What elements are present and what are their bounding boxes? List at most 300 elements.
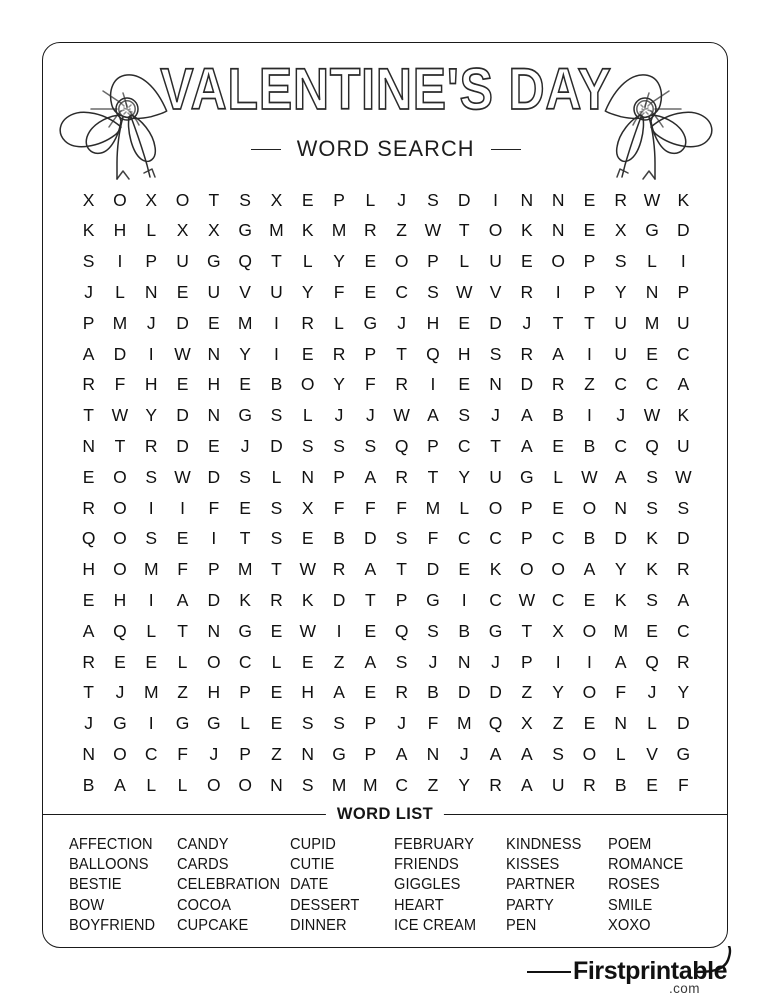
grid-cell[interactable]: K: [646, 528, 658, 549]
grid-cell[interactable]: S: [145, 528, 158, 549]
grid-cell[interactable]: D: [176, 436, 189, 457]
grid-cell[interactable]: S: [395, 528, 408, 549]
grid-cell[interactable]: N: [614, 713, 628, 734]
grid-cell[interactable]: I: [148, 343, 154, 364]
grid-cell[interactable]: A: [82, 343, 95, 364]
grid-cell[interactable]: W: [299, 620, 316, 641]
grid-cell[interactable]: L: [459, 497, 470, 518]
grid-cell[interactable]: D: [677, 713, 690, 734]
grid-cell[interactable]: S: [333, 436, 345, 457]
grid-cell[interactable]: J: [334, 405, 344, 426]
grid-cell[interactable]: K: [239, 590, 251, 610]
grid-cell[interactable]: J: [240, 436, 250, 457]
grid-cell[interactable]: W: [174, 466, 191, 487]
grid-cell[interactable]: G: [363, 312, 378, 333]
grid-cell[interactable]: O: [582, 497, 597, 518]
grid-cell[interactable]: Y: [458, 774, 471, 795]
grid-cell[interactable]: I: [148, 713, 154, 734]
grid-cell[interactable]: A: [614, 466, 627, 487]
grid-cell[interactable]: E: [458, 312, 471, 333]
grid-cell[interactable]: J: [397, 189, 407, 210]
grid-cell[interactable]: P: [583, 251, 596, 272]
grid-cell[interactable]: P: [239, 743, 251, 764]
grid-cell[interactable]: S: [364, 436, 377, 457]
grid-cell[interactable]: H: [113, 590, 127, 610]
grid-cell[interactable]: E: [207, 436, 220, 457]
grid-cell[interactable]: I: [587, 405, 592, 426]
grid-cell[interactable]: P: [145, 251, 158, 272]
grid-cell[interactable]: E: [239, 497, 251, 518]
grid-cell[interactable]: Y: [458, 466, 471, 487]
grid-cell[interactable]: C: [489, 590, 502, 610]
grid-cell[interactable]: D: [270, 436, 283, 457]
grid-cell[interactable]: G: [520, 466, 534, 487]
grid-cell[interactable]: A: [427, 405, 439, 426]
grid-cell[interactable]: L: [115, 282, 125, 303]
grid-cell[interactable]: S: [489, 343, 502, 364]
grid-cell[interactable]: B: [583, 528, 596, 549]
grid-cell[interactable]: E: [583, 220, 596, 241]
grid-cell[interactable]: P: [677, 282, 690, 303]
grid-cell[interactable]: E: [646, 620, 658, 641]
grid-cell[interactable]: M: [644, 312, 660, 333]
grid-cell[interactable]: N: [489, 374, 502, 395]
grid-cell[interactable]: U: [207, 282, 221, 303]
grid-cell[interactable]: C: [238, 651, 252, 672]
grid-cell[interactable]: H: [207, 682, 221, 703]
grid-cell[interactable]: U: [489, 466, 502, 487]
grid-cell[interactable]: C: [614, 436, 628, 457]
grid-cell[interactable]: A: [552, 343, 564, 364]
grid-cell[interactable]: X: [207, 220, 220, 241]
grid-cell[interactable]: A: [364, 651, 377, 672]
grid-cell[interactable]: L: [146, 620, 157, 641]
grid-cell[interactable]: P: [427, 251, 439, 272]
grid-cell[interactable]: Y: [239, 343, 251, 364]
grid-cell[interactable]: E: [270, 682, 283, 703]
grid-cell[interactable]: L: [240, 713, 250, 734]
grid-cell[interactable]: Z: [396, 220, 407, 241]
grid-cell[interactable]: R: [489, 774, 502, 795]
grid-cell[interactable]: V: [489, 282, 502, 303]
grid-cell[interactable]: R: [332, 559, 346, 580]
grid-cell[interactable]: A: [677, 590, 690, 610]
grid-cell[interactable]: P: [239, 682, 251, 703]
grid-cell[interactable]: W: [174, 343, 191, 364]
grid-cell[interactable]: W: [111, 405, 129, 426]
grid-cell[interactable]: H: [144, 374, 158, 395]
grid-cell[interactable]: F: [177, 743, 188, 764]
grid-cell[interactable]: L: [365, 189, 376, 210]
grid-cell[interactable]: S: [301, 774, 314, 795]
grid-cell[interactable]: G: [175, 713, 190, 734]
grid-cell[interactable]: A: [176, 590, 189, 610]
grid-cell[interactable]: F: [396, 497, 407, 518]
grid-cell[interactable]: L: [334, 312, 344, 333]
grid-cell[interactable]: O: [113, 743, 127, 764]
grid-cell[interactable]: T: [396, 343, 407, 364]
grid-cell[interactable]: S: [239, 466, 251, 487]
grid-cell[interactable]: J: [647, 682, 657, 703]
grid-cell[interactable]: T: [521, 620, 533, 641]
grid-cell[interactable]: B: [82, 774, 95, 795]
grid-cell[interactable]: F: [333, 282, 345, 303]
grid-cell[interactable]: I: [555, 282, 561, 303]
grid-cell[interactable]: G: [332, 743, 346, 764]
grid-cell[interactable]: Q: [645, 436, 659, 457]
grid-cell[interactable]: N: [520, 189, 534, 210]
grid-cell[interactable]: J: [365, 405, 375, 426]
grid-cell[interactable]: E: [82, 590, 95, 610]
grid-cell[interactable]: E: [176, 528, 189, 549]
grid-cell[interactable]: O: [113, 559, 127, 580]
grid-cell[interactable]: E: [646, 343, 658, 364]
grid-cell[interactable]: M: [331, 774, 347, 795]
grid-cell[interactable]: X: [145, 189, 158, 210]
grid-cell[interactable]: M: [613, 620, 629, 641]
letter-grid[interactable]: [73, 185, 699, 801]
grid-cell[interactable]: U: [614, 312, 628, 333]
grid-cell[interactable]: G: [426, 590, 440, 610]
grid-cell[interactable]: T: [584, 312, 595, 333]
grid-cell[interactable]: O: [300, 374, 315, 395]
grid-cell[interactable]: R: [520, 343, 534, 364]
grid-cell[interactable]: L: [177, 774, 188, 795]
grid-cell[interactable]: R: [332, 343, 346, 364]
grid-cell[interactable]: Z: [333, 651, 345, 672]
grid-cell[interactable]: W: [455, 282, 473, 303]
grid-cell[interactable]: T: [364, 590, 376, 610]
grid-cell[interactable]: O: [488, 497, 503, 518]
grid-cell[interactable]: T: [83, 682, 94, 703]
grid-cell[interactable]: R: [395, 466, 408, 487]
grid-cell[interactable]: P: [520, 528, 533, 549]
grid-cell[interactable]: N: [144, 282, 158, 303]
grid-cell[interactable]: P: [520, 651, 533, 672]
grid-cell[interactable]: H: [113, 220, 127, 241]
grid-cell[interactable]: J: [491, 651, 500, 672]
grid-cell[interactable]: K: [646, 559, 658, 580]
grid-cell[interactable]: N: [270, 774, 283, 795]
grid-cell[interactable]: Q: [81, 528, 96, 549]
grid-cell[interactable]: P: [364, 713, 377, 734]
grid-cell[interactable]: E: [552, 436, 564, 457]
grid-cell[interactable]: L: [647, 251, 657, 272]
grid-cell[interactable]: B: [458, 620, 471, 641]
grid-cell[interactable]: G: [676, 743, 691, 764]
grid-cell[interactable]: E: [364, 251, 377, 272]
grid-cell[interactable]: Q: [238, 251, 252, 272]
grid-cell[interactable]: F: [208, 497, 220, 518]
grid-cell[interactable]: V: [646, 743, 658, 764]
grid-cell[interactable]: R: [301, 312, 315, 333]
grid-cell[interactable]: H: [207, 374, 221, 395]
grid-cell[interactable]: H: [426, 312, 440, 333]
grid-cell[interactable]: F: [114, 374, 126, 395]
grid-cell[interactable]: D: [489, 312, 502, 333]
grid-cell[interactable]: E: [552, 497, 564, 518]
grid-cell[interactable]: O: [551, 559, 565, 580]
grid-cell[interactable]: E: [207, 312, 220, 333]
grid-cell[interactable]: K: [301, 590, 314, 610]
grid-cell[interactable]: E: [520, 251, 533, 272]
grid-cell[interactable]: D: [176, 405, 189, 426]
grid-cell[interactable]: I: [336, 620, 342, 641]
grid-cell[interactable]: P: [583, 282, 596, 303]
grid-cell[interactable]: R: [551, 374, 565, 395]
grid-cell[interactable]: Q: [426, 343, 440, 364]
grid-cell[interactable]: I: [493, 189, 498, 210]
grid-cell[interactable]: W: [643, 189, 661, 210]
grid-cell[interactable]: J: [522, 312, 532, 333]
grid-cell[interactable]: E: [82, 466, 95, 487]
grid-cell[interactable]: E: [301, 651, 314, 672]
grid-cell[interactable]: P: [364, 743, 377, 764]
grid-cell[interactable]: D: [176, 312, 189, 333]
grid-cell[interactable]: G: [645, 220, 659, 241]
grid-cell[interactable]: N: [82, 743, 95, 764]
grid-cell[interactable]: F: [615, 682, 627, 703]
grid-cell[interactable]: O: [113, 189, 127, 210]
grid-cell[interactable]: J: [459, 743, 469, 764]
grid-cell[interactable]: X: [552, 620, 564, 641]
grid-cell[interactable]: S: [395, 651, 408, 672]
grid-cell[interactable]: L: [177, 651, 188, 672]
grid-cell[interactable]: A: [677, 374, 690, 395]
grid-cell[interactable]: R: [82, 651, 95, 672]
grid-cell[interactable]: D: [520, 374, 534, 395]
grid-cell[interactable]: A: [395, 743, 408, 764]
grid-cell[interactable]: D: [614, 528, 628, 549]
grid-cell[interactable]: M: [331, 220, 347, 241]
grid-cell[interactable]: R: [82, 497, 95, 518]
grid-cell[interactable]: V: [239, 282, 251, 303]
grid-cell[interactable]: T: [208, 189, 220, 210]
grid-cell[interactable]: T: [271, 559, 282, 580]
grid-cell[interactable]: H: [82, 559, 95, 580]
grid-cell[interactable]: K: [520, 220, 533, 241]
grid-cell[interactable]: R: [82, 374, 95, 395]
grid-cell[interactable]: C: [551, 528, 565, 549]
grid-cell[interactable]: X: [614, 220, 627, 241]
grid-cell[interactable]: K: [301, 220, 314, 241]
grid-cell[interactable]: A: [614, 651, 627, 672]
grid-cell[interactable]: R: [395, 374, 408, 395]
grid-cell[interactable]: S: [427, 282, 439, 303]
grid-cell[interactable]: I: [461, 590, 467, 610]
grid-cell[interactable]: J: [397, 713, 407, 734]
grid-cell[interactable]: O: [113, 497, 127, 518]
grid-cell[interactable]: D: [207, 590, 221, 610]
grid-cell[interactable]: I: [117, 251, 123, 272]
grid-cell[interactable]: D: [457, 682, 471, 703]
grid-cell[interactable]: U: [677, 312, 690, 333]
grid-cell[interactable]: D: [677, 528, 690, 549]
grid-cell[interactable]: O: [394, 251, 409, 272]
grid-cell[interactable]: K: [677, 405, 690, 426]
grid-cell[interactable]: E: [301, 189, 314, 210]
grid-cell[interactable]: T: [114, 436, 126, 457]
grid-cell[interactable]: S: [333, 713, 345, 734]
grid-cell[interactable]: A: [82, 620, 95, 641]
grid-cell[interactable]: Z: [177, 682, 188, 703]
grid-cell[interactable]: Y: [333, 374, 345, 395]
grid-cell[interactable]: N: [207, 343, 221, 364]
grid-cell[interactable]: C: [144, 743, 158, 764]
grid-cell[interactable]: G: [488, 620, 503, 641]
grid-cell[interactable]: U: [489, 251, 502, 272]
grid-cell[interactable]: N: [207, 405, 221, 426]
grid-cell[interactable]: B: [270, 374, 283, 395]
grid-cell[interactable]: A: [364, 559, 377, 580]
grid-cell[interactable]: S: [677, 497, 690, 518]
grid-cell[interactable]: N: [301, 466, 315, 487]
grid-cell[interactable]: Z: [427, 774, 439, 795]
grid-cell[interactable]: U: [551, 774, 565, 795]
grid-cell[interactable]: G: [207, 251, 221, 272]
grid-cell[interactable]: O: [207, 651, 221, 672]
grid-cell[interactable]: S: [458, 405, 471, 426]
grid-cell[interactable]: C: [395, 774, 408, 795]
grid-cell[interactable]: H: [457, 343, 471, 364]
grid-cell[interactable]: S: [646, 590, 658, 610]
grid-cell[interactable]: G: [238, 620, 252, 641]
grid-cell[interactable]: E: [583, 590, 596, 610]
grid-cell[interactable]: N: [82, 436, 95, 457]
grid-cell[interactable]: E: [145, 651, 158, 672]
grid-cell[interactable]: W: [518, 590, 536, 610]
grid-cell[interactable]: I: [555, 651, 561, 672]
grid-cell[interactable]: E: [270, 620, 283, 641]
grid-cell[interactable]: E: [114, 651, 126, 672]
grid-cell[interactable]: Q: [394, 620, 409, 641]
grid-cell[interactable]: S: [427, 189, 439, 210]
grid-cell[interactable]: F: [427, 528, 439, 549]
grid-cell[interactable]: W: [393, 405, 410, 426]
grid-cell[interactable]: N: [426, 743, 440, 764]
grid-cell[interactable]: D: [113, 343, 127, 364]
grid-cell[interactable]: O: [488, 220, 503, 241]
grid-cell[interactable]: A: [520, 774, 533, 795]
grid-cell[interactable]: U: [270, 282, 283, 303]
grid-cell[interactable]: L: [553, 466, 563, 487]
grid-cell[interactable]: Y: [145, 405, 158, 426]
grid-cell[interactable]: E: [458, 374, 471, 395]
grid-cell[interactable]: E: [301, 343, 314, 364]
grid-cell[interactable]: L: [146, 774, 157, 795]
grid-cell[interactable]: S: [239, 189, 251, 210]
grid-cell[interactable]: E: [239, 374, 251, 395]
grid-cell[interactable]: E: [583, 189, 596, 210]
grid-cell[interactable]: N: [551, 189, 565, 210]
grid-cell[interactable]: I: [680, 251, 686, 272]
grid-cell[interactable]: A: [114, 774, 126, 795]
grid-cell[interactable]: I: [180, 497, 185, 518]
grid-cell[interactable]: K: [82, 220, 95, 241]
grid-cell[interactable]: O: [175, 189, 190, 210]
grid-cell[interactable]: Q: [645, 651, 659, 672]
grid-cell[interactable]: B: [333, 528, 345, 549]
grid-cell[interactable]: L: [271, 651, 282, 672]
grid-cell[interactable]: T: [427, 466, 439, 487]
grid-cell[interactable]: X: [520, 713, 533, 734]
grid-cell[interactable]: M: [269, 220, 284, 241]
grid-cell[interactable]: E: [301, 528, 314, 549]
grid-cell[interactable]: I: [148, 590, 154, 610]
grid-cell[interactable]: O: [582, 620, 597, 641]
grid-cell[interactable]: O: [551, 251, 565, 272]
grid-cell[interactable]: C: [457, 528, 471, 549]
grid-cell[interactable]: J: [84, 713, 94, 734]
grid-cell[interactable]: S: [646, 497, 658, 518]
grid-cell[interactable]: R: [583, 774, 596, 795]
grid-cell[interactable]: E: [270, 713, 283, 734]
grid-cell[interactable]: S: [552, 743, 564, 764]
grid-cell[interactable]: J: [115, 682, 125, 703]
grid-cell[interactable]: L: [459, 251, 470, 272]
grid-cell[interactable]: S: [270, 405, 283, 426]
grid-cell[interactable]: F: [364, 497, 376, 518]
grid-cell[interactable]: C: [457, 436, 471, 457]
grid-cell[interactable]: J: [209, 743, 219, 764]
grid-cell[interactable]: W: [424, 220, 442, 241]
grid-cell[interactable]: T: [239, 528, 251, 549]
grid-cell[interactable]: S: [145, 466, 158, 487]
grid-cell[interactable]: A: [583, 559, 596, 580]
grid-cell[interactable]: M: [237, 312, 253, 333]
grid-cell[interactable]: G: [238, 220, 252, 241]
grid-cell[interactable]: A: [333, 682, 345, 703]
grid-cell[interactable]: F: [677, 774, 689, 795]
grid-cell[interactable]: O: [238, 774, 252, 795]
grid-cell[interactable]: A: [520, 436, 533, 457]
grid-cell[interactable]: Y: [333, 251, 345, 272]
grid-cell[interactable]: S: [270, 497, 283, 518]
grid-cell[interactable]: L: [647, 713, 657, 734]
grid-cell[interactable]: M: [363, 774, 378, 795]
grid-cell[interactable]: S: [82, 251, 95, 272]
grid-cell[interactable]: F: [177, 559, 188, 580]
grid-cell[interactable]: B: [552, 405, 564, 426]
grid-cell[interactable]: T: [490, 436, 501, 457]
grid-cell[interactable]: Z: [552, 713, 564, 734]
grid-cell[interactable]: Z: [584, 374, 595, 395]
grid-cell[interactable]: Y: [301, 282, 314, 303]
grid-cell[interactable]: L: [302, 405, 313, 426]
grid-cell[interactable]: T: [396, 559, 407, 580]
grid-cell[interactable]: Q: [488, 713, 503, 734]
grid-cell[interactable]: O: [207, 774, 221, 795]
grid-cell[interactable]: T: [83, 405, 94, 426]
grid-cell[interactable]: K: [614, 590, 627, 610]
grid-cell[interactable]: C: [551, 590, 565, 610]
grid-cell[interactable]: N: [207, 620, 221, 641]
grid-cell[interactable]: E: [176, 374, 189, 395]
grid-cell[interactable]: N: [551, 220, 565, 241]
grid-cell[interactable]: X: [301, 497, 314, 518]
grid-cell[interactable]: P: [82, 312, 95, 333]
grid-cell[interactable]: O: [582, 743, 597, 764]
grid-cell[interactable]: Y: [552, 682, 564, 703]
grid-cell[interactable]: D: [457, 189, 471, 210]
grid-cell[interactable]: N: [645, 282, 659, 303]
grid-cell[interactable]: R: [614, 189, 628, 210]
grid-cell[interactable]: S: [646, 466, 658, 487]
grid-cell[interactable]: M: [425, 497, 441, 518]
grid-cell[interactable]: K: [489, 559, 502, 580]
grid-cell[interactable]: N: [457, 651, 471, 672]
grid-cell[interactable]: S: [301, 713, 314, 734]
